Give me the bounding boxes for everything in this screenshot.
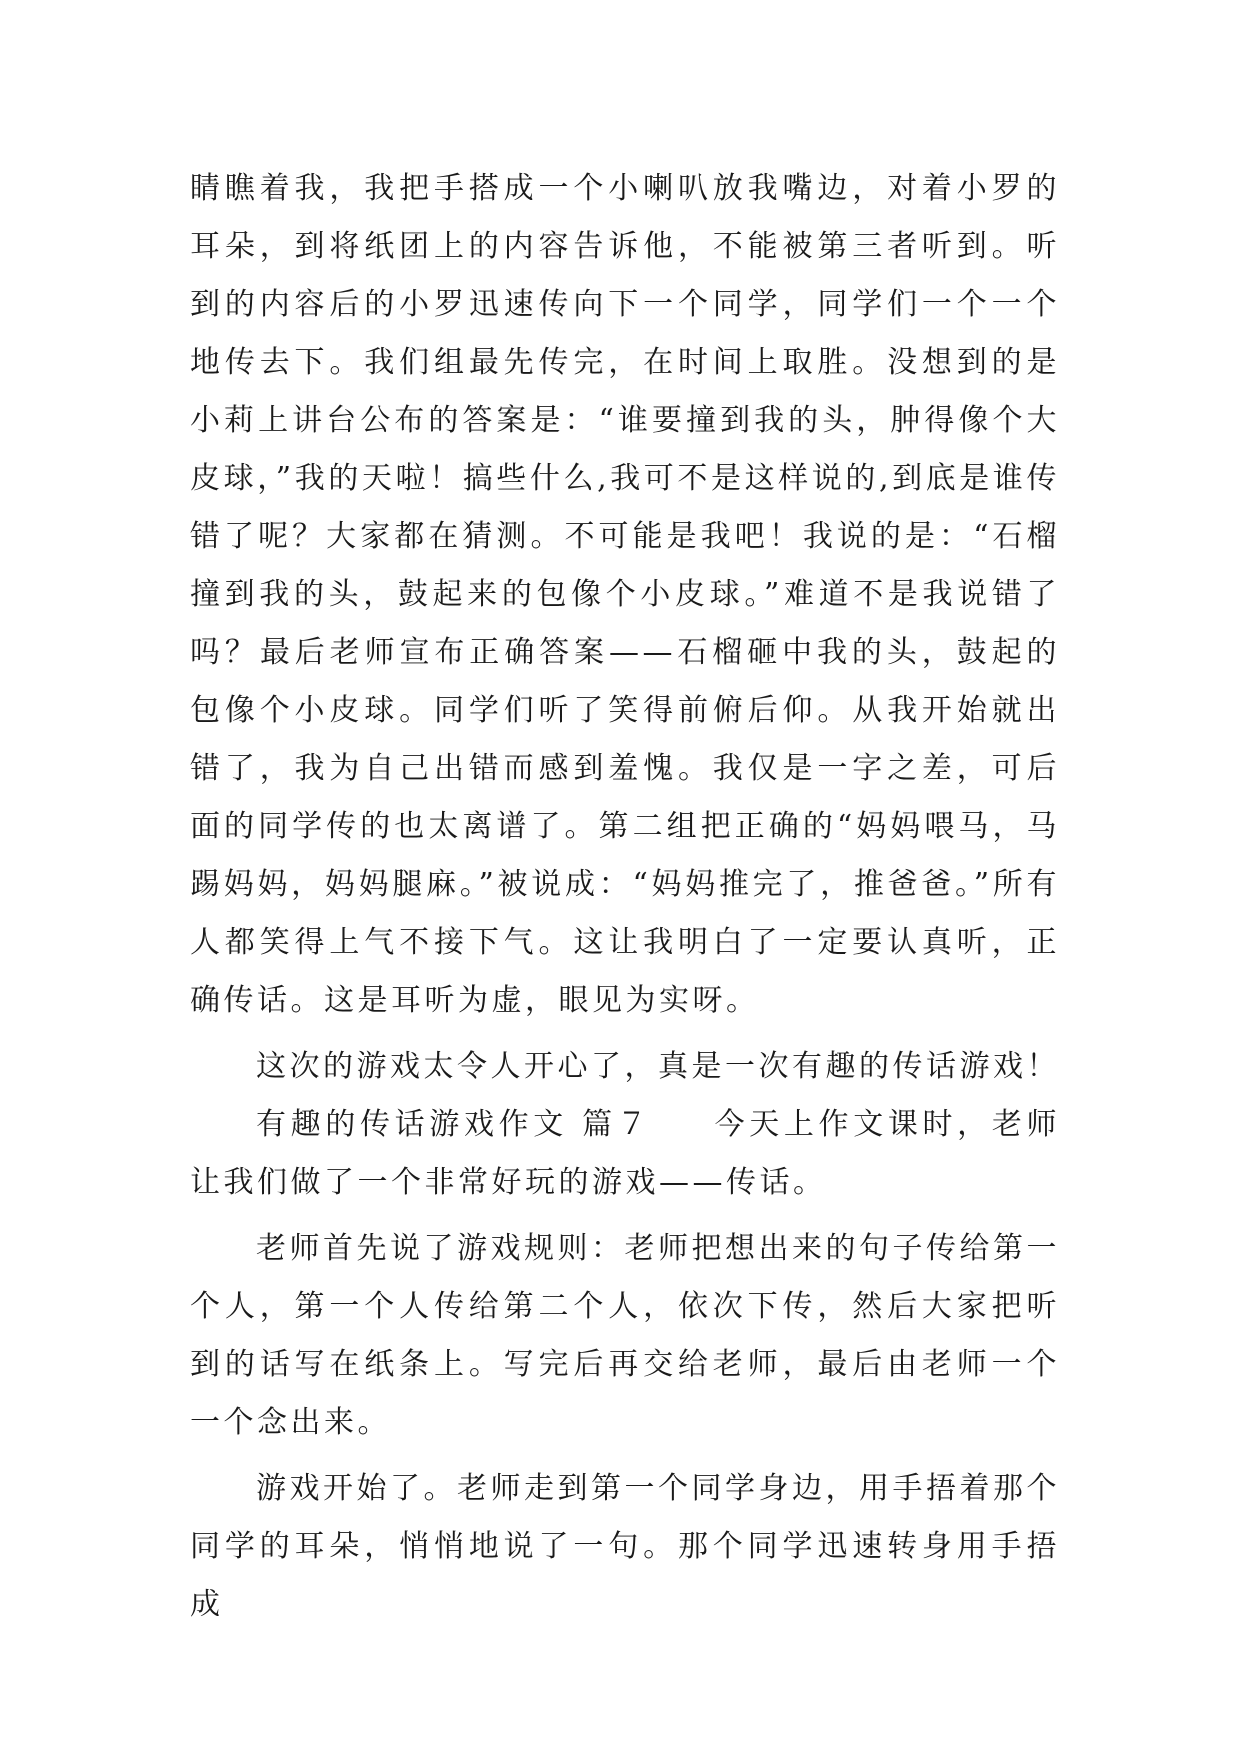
- essay-heading: 有趣的传话游戏作文 篇７: [256, 1107, 652, 1142]
- paragraph-game-start: 游戏开始了。老师走到第一个同学身边，用手捂着那个同学的耳朵，悄悄地说了一句。那个同学迅速转身用手捂成: [190, 1471, 1060, 1622]
- paragraph-continued: 睛瞧着我，我把手搭成一个小喇叭放我嘴边，对着小罗的耳朵，到将纸团上的内容告诉他，不能被第三者听到。听到的内容后的小罗迅速传向下一个同学，同学们一个一个地传去下。我们组最先传完，在时间上取胜。没想到的是小莉上讲台公布的答案是：“谁要撞到我的头，肿得像个大皮球，”我的天啦！搞些什么,我可不是这样说的,到底是谁传错了呢？大家都在猜测。不可能是我吧！我说的是：“石榴撞到我的头，鼓起来的包像个小皮球。”难道不是我说错了吗？最后老师宣布正确答案——石榴砸中我的头，鼓起的包像个小皮球。同学们听了笑得前俯后仰。从我开始就出错了，我为自己出错而感到羞愧。我仅是一字之差，可后面的同学传的也太离谱了。第二组把正确的“妈妈喂马，马踢妈妈，妈妈腿麻。”被说成：“妈妈推完了，推爸爸。”所有人都笑得上气不接下气。这让我明白了一定要认真听，正确传话。这是耳听为虚，眼见为实呀。: [190, 171, 1060, 1018]
- essay-intro: 今天上作文课时，老师让我们做了一个非常好玩的游戏——传话。: [190, 1107, 1060, 1200]
- paragraph-conclusion: 这次的游戏太令人开心了，真是一次有趣的传话游戏！: [256, 1049, 1060, 1084]
- paragraph-essay-7: [190, 1096, 1060, 1212]
- paragraph-rules: 老师首先说了游戏规则：老师把想出来的句子传给第一个人，第一个人传给第二个人，依次下传，然后大家把听到的话写在纸条上。写完后再交给老师，最后由老师一个一个念出来。: [190, 1231, 1060, 1440]
- document-body: [190, 160, 1060, 1634]
